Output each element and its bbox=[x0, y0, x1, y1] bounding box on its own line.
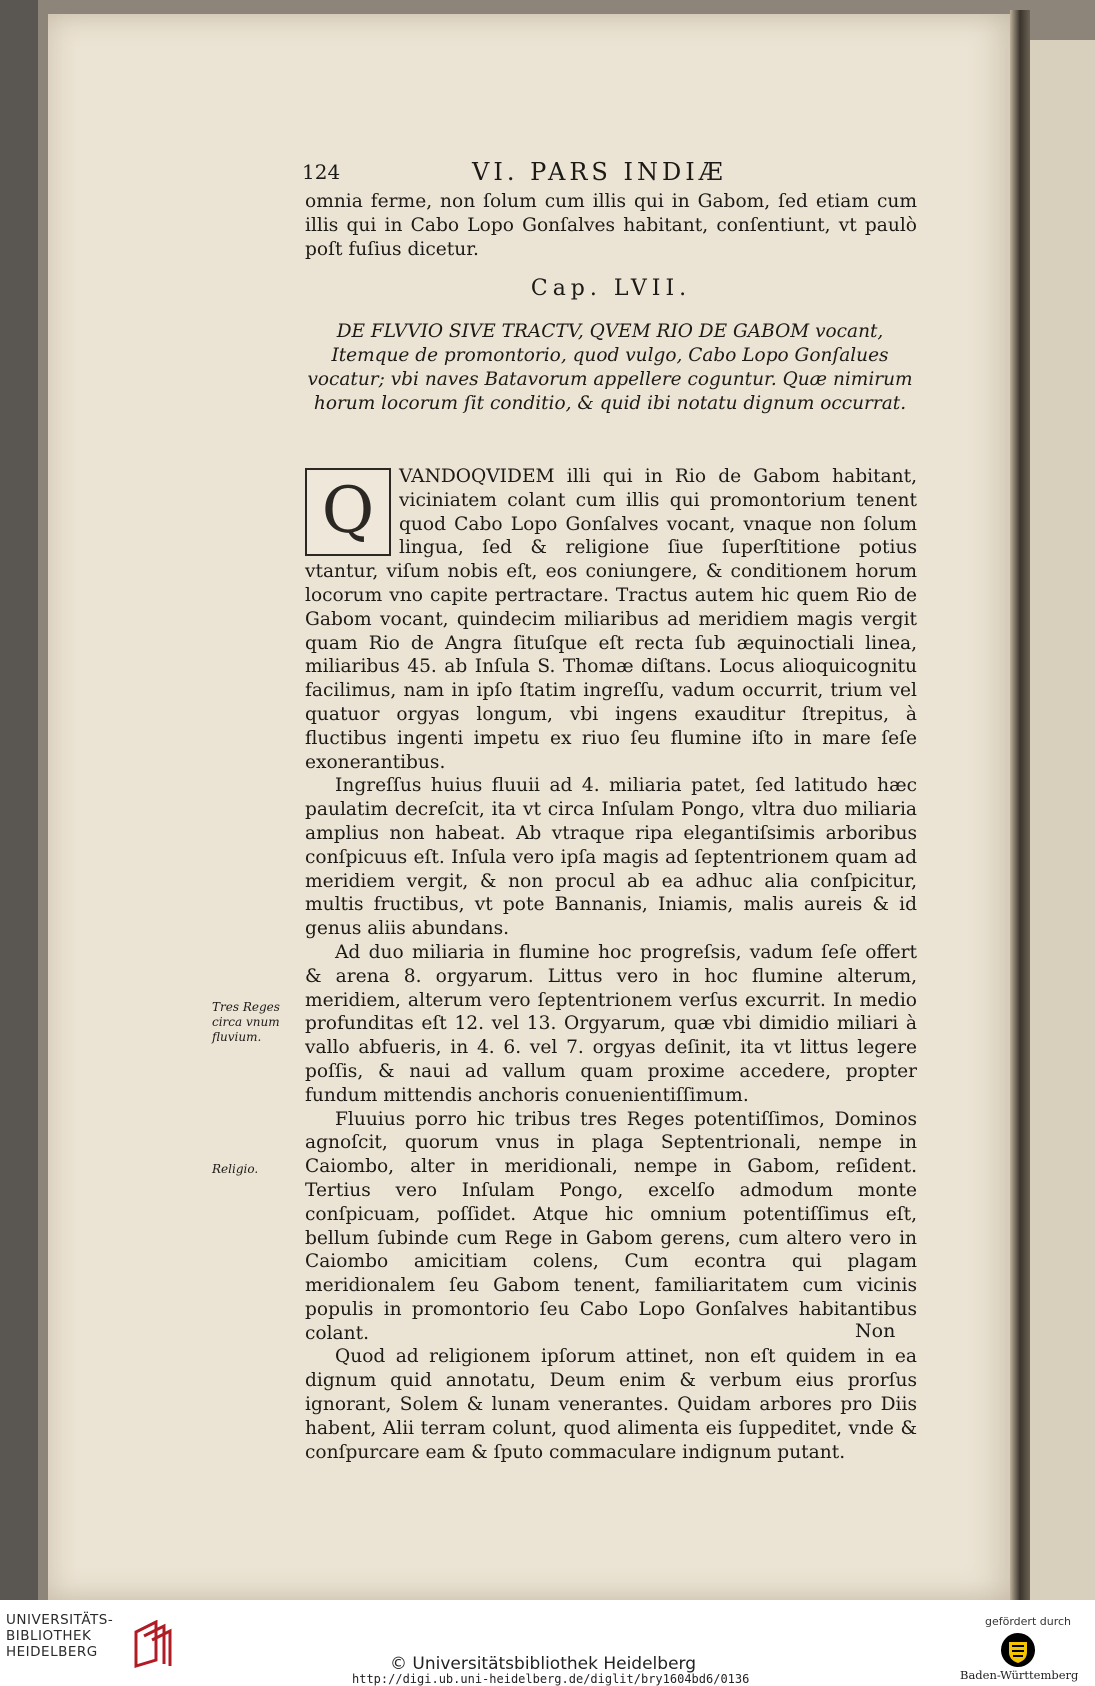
page-header bbox=[302, 158, 942, 188]
scan-background bbox=[0, 0, 38, 1600]
paragraph: Fluuius porro hic tribus tres Reges potentiſſimos, Dominos agnoſcit, quorum vnus in plaga Septentrionali, nempe in Caiombo, alter in meridionali, nempe in Gabom, reſident. Tertius vero Inſulam Pongo, excelſo admodum monte conſpicuam, poſſidet. Atque hic omnium potentiſſimus eſt, bellum ſubinde cum Rege in Gabom gerens, cum altero vero in Caiombo amicitiam colens, Cum econtra qui plagam meridionalem ſeu Gabom tenent, familiaritatem cum vicinis populis in promontorio ſeu Cabo Lopo Gonſalves habitantibus colant. bbox=[305, 1108, 917, 1344]
marginal-note: Tres Reges circa vnum fluvium. bbox=[212, 1000, 280, 1044]
running-head: VI. PARS INDIÆ bbox=[472, 158, 727, 186]
library-name-line: UNIVERSITÄTS- bbox=[6, 1612, 114, 1628]
drop-cap-letter: Q bbox=[321, 474, 375, 548]
facing-page-edge bbox=[1030, 40, 1095, 1600]
library-name-line: HEIDELBERG bbox=[6, 1644, 98, 1660]
copyright-notice: © Universitätsbibliothek Heidelberg bbox=[390, 1654, 697, 1674]
chapter-title: Cap. LVII. bbox=[530, 276, 692, 301]
footer bbox=[0, 1600, 1095, 1686]
intro-text: omnia ferme, non ſolum cum illis qui in Gabom, ſed etiam cum illis qui in Cabo Lopo Gonſalves habitant, conſentiunt, vt paulò poſt fuſius dicetur. bbox=[305, 191, 917, 260]
library-name bbox=[6, 1612, 113, 1660]
funded-by-label: gefördert durch bbox=[985, 1615, 1072, 1628]
funder-name: Baden-Württemberg bbox=[960, 1668, 1079, 1682]
paragraph: Ingreſſus huius fluuii ad 4. miliaria patet, ſed latitudo hæc paulatim decreſcit, ita vt circa Inſulam Pongo, vltra duo miliaria amplius non habeat. Ab vtraque ripa elegantiſsimis arboribus conſpicuus eſt. Inſula vero ipſa magis ad ſeptentrionem quam ad meridiem vergit, & non procul ab ea adhuc alia conſpicitur, multis fructibus, vt pote Bannanis, Iniamis, malis aureis & id genus aliis abundans. bbox=[305, 775, 917, 940]
funder-crest-icon bbox=[1000, 1632, 1036, 1668]
paragraph bbox=[305, 465, 917, 774]
library-name-line: BIBLIOTHEK bbox=[6, 1628, 92, 1644]
page-number: 124 bbox=[302, 160, 341, 184]
book-gutter bbox=[1010, 10, 1030, 1600]
permalink[interactable]: http://digi.ub.uni-heidelberg.de/diglit/bry1604bd6/0136 bbox=[352, 1672, 750, 1686]
paragraph: Ad duo miliaria in flumine hoc progreſsis, vadum ſeſe offert & arena 8. orgyarum. Littus vero in hoc flumine alterum, meridiem, alterum vero ſeptentrionem verſus excurrit. In medio profunditas eſt 12. vel 13. Orgyarum, quæ vbi dimidio miliari à vallo abfueris, in 4. 6. vel 7. orgyas deſinit, ita vt littus legere poſſis, & naui ad vallum quam proxime accedere, propter fundum mittendis anchoris conuenientiſſimum. bbox=[305, 941, 917, 1106]
paragraph-text: VANDOQVIDEM illi qui in Rio de Gabom habitant, viciniatem colant cum illis qui promontorium tenent quod Cabo Lopo Gonſalves vocant, vnaque non ſolum lingua, ſed & religione ſiue ſuperſtitione potius vtantur, viſum nobis eſt, eos coniungere, & conditionem horum locorum vno capite pertractare. Tractus autem hic quem Rio de Gabom vocant, quindecim miliaribus ad meridiem magis vergit quam Rio de Angra ſituſque eſt recta ſub æquinoctiali linea, miliaribus 45. ab Inſula S. Thomæ diſtans. Locus alioquicognitu facilimus, nam in ipſo ſtatim ingreſſu, vadum occurrit, trium vel quatuor orgyas longum, vbi ingens exauditur ſtrepitus, à fluctibus ingenti impetu ex riuo ſeu flumine iſto in mare ſeſe exonerantibus. bbox=[305, 466, 917, 773]
chapter-heading: DE FLVVIO SIVE TRACTV, QVEM RIO DE GABOM vocant, Itemque de promontorio, quod vulgo, Cabo Lopo Gonſalues vocatur; vbi naves Batavorum appellere coguntur. Quæ nimirum horum locorum ſit conditio, & quid ibi notatu dignum occurrat. bbox=[307, 321, 913, 414]
drop-cap-ornament bbox=[305, 468, 391, 556]
catchword: Non bbox=[855, 1320, 896, 1342]
library-logo-icon bbox=[132, 1620, 174, 1668]
marginal-note: Religio. bbox=[212, 1162, 259, 1176]
paragraph: Quod ad religionem ipſorum attinet, non eſt quidem in ea dignum quid annotatu, Deum enim & verbum eius prorſus ignorant, Solem & lunam venerantes. Quidam arbores pro Diis habent, Alii terram colunt, quod alimenta eis ſuppeditet, vnde & conſpurcare eam & ſputo commaculare indignum putant. bbox=[305, 1346, 917, 1463]
body-text bbox=[305, 465, 917, 1464]
